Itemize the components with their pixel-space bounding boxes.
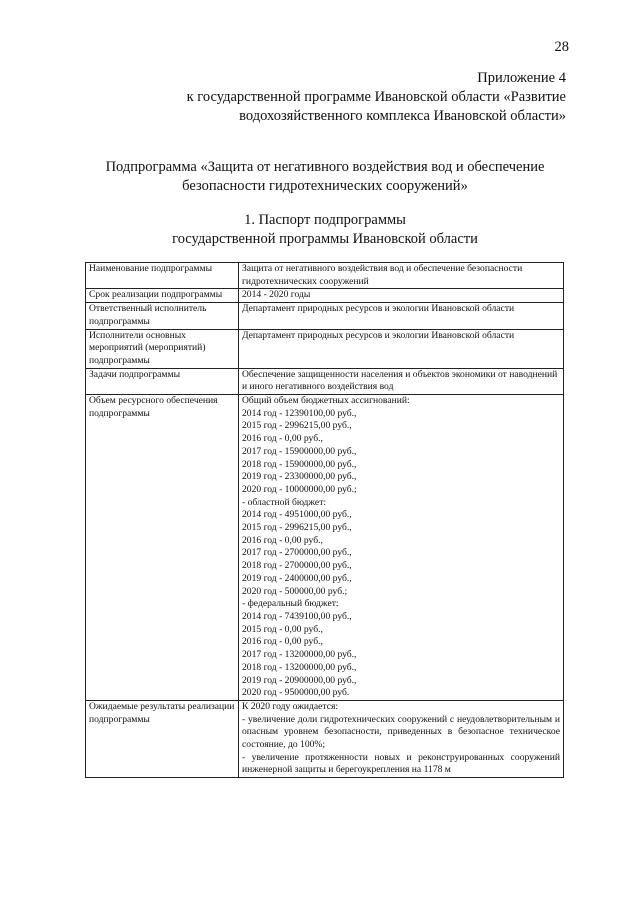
table-row [86, 395, 564, 701]
row-value: Защита от негативного воздействия вод и обеспечение безопасности гидротехнических сооружений [239, 263, 564, 289]
funding-line: 2020 год - 500000,00 руб.; [242, 585, 348, 597]
funding-line: 2020 год - 10000000,00 руб.; [242, 483, 357, 495]
funding-line: 2017 год - 13200000,00 руб., [242, 649, 357, 661]
funding-line: 2016 год - 0,00 руб., [242, 636, 323, 648]
row-label: Ответственный исполнитель подпрограммы [86, 303, 239, 329]
appendix-line: к государственной программе Ивановской области «Развитие [186, 89, 566, 105]
subprogram-title-line: Подпрограмма «Защита от негативного воздействия вод и обеспечение [105, 159, 545, 175]
table-row [86, 263, 564, 289]
row-label: Наименование подпрограммы [86, 263, 239, 289]
subprogram-title-line: безопасности гидротехнических сооружений» [182, 178, 468, 194]
page-number: 28 [554, 39, 569, 55]
funding-line: 2016 год - 0,00 руб., [242, 433, 323, 445]
funding-line: - областной бюджет: [242, 496, 327, 508]
row-value: Департамент природных ресурсов и экологии Ивановской области [239, 329, 564, 368]
passport-table [85, 262, 564, 778]
row-label: Срок реализации подпрограммы [86, 289, 239, 303]
table-row [86, 700, 564, 777]
funding-line: 2014 год - 4951000,00 руб., [242, 509, 352, 521]
table-row [86, 289, 564, 303]
funding-line: - федеральный бюджет: [242, 598, 339, 610]
funding-line: 2016 год - 0,00 руб., [242, 534, 323, 546]
row-value: 2014 - 2020 годы [239, 289, 564, 303]
funding-line: 2015 год - 2996215,00 руб., [242, 420, 352, 432]
row-label: Объем ресурсного обеспечения подпрограммы [86, 395, 239, 701]
results-cell [239, 700, 564, 777]
funding-line: 2019 год - 20900000,00 руб., [242, 674, 357, 686]
funding-cell [239, 395, 564, 701]
funding-line: 2014 год - 7439100,00 руб., [242, 610, 352, 622]
funding-line: 2015 год - 2996215,00 руб., [242, 522, 352, 534]
funding-line: 2019 год - 23300000,00 руб., [242, 471, 357, 483]
table-row [86, 329, 564, 368]
row-label: Исполнители основных мероприятий (мероприятий) подпрограммы [86, 329, 239, 368]
results-item: - увеличение доли гидротехнических сооружений с неудовлетворительным и опасным уровнем безопасности, приведенных в безопасное техническое состояние, до 100%; [242, 713, 560, 751]
funding-line: 2020 год - 9500000,00 руб. [242, 687, 350, 699]
passport-title-line: государственной программы Ивановской области [172, 231, 478, 247]
passport-title-line: 1. Паспорт подпрограммы [244, 212, 406, 228]
funding-line: 2017 год - 15900000,00 руб., [242, 445, 357, 457]
appendix-heading [146, 69, 566, 126]
row-label: Задачи подпрограммы [86, 368, 239, 394]
funding-line: 2019 год - 2400000,00 руб., [242, 572, 352, 584]
appendix-line: водохозяйственного комплекса Ивановской области» [239, 108, 566, 124]
funding-line: Общий объем бюджетных ассигнований: [242, 395, 410, 407]
funding-line: 2018 год - 2700000,00 руб., [242, 560, 352, 572]
results-item: - увеличение протяженности новых и реконструированных сооружений инженерной защиты и берегоукрепления на 1178 м [242, 751, 560, 776]
results-intro: К 2020 году ожидается: [242, 700, 339, 712]
funding-line: 2015 год - 0,00 руб., [242, 623, 323, 635]
row-label: Ожидаемые результаты реализации подпрограммы [86, 700, 239, 777]
funding-line: 2014 год - 12390100,00 руб., [242, 407, 357, 419]
row-value: Департамент природных ресурсов и экологии Ивановской области [239, 303, 564, 329]
funding-line: 2018 год - 15900000,00 руб., [242, 458, 357, 470]
passport-title [70, 211, 580, 249]
funding-line: 2018 год - 13200000,00 руб., [242, 661, 357, 673]
subprogram-title [70, 158, 580, 196]
table-row [86, 368, 564, 394]
table-row [86, 303, 564, 329]
appendix-line: Приложение 4 [477, 70, 566, 86]
row-value: Обеспечение защищенности населения и объектов экономики от наводнений и иного негативного воздействия вод [239, 368, 564, 394]
funding-line: 2017 год - 2700000,00 руб., [242, 547, 352, 559]
